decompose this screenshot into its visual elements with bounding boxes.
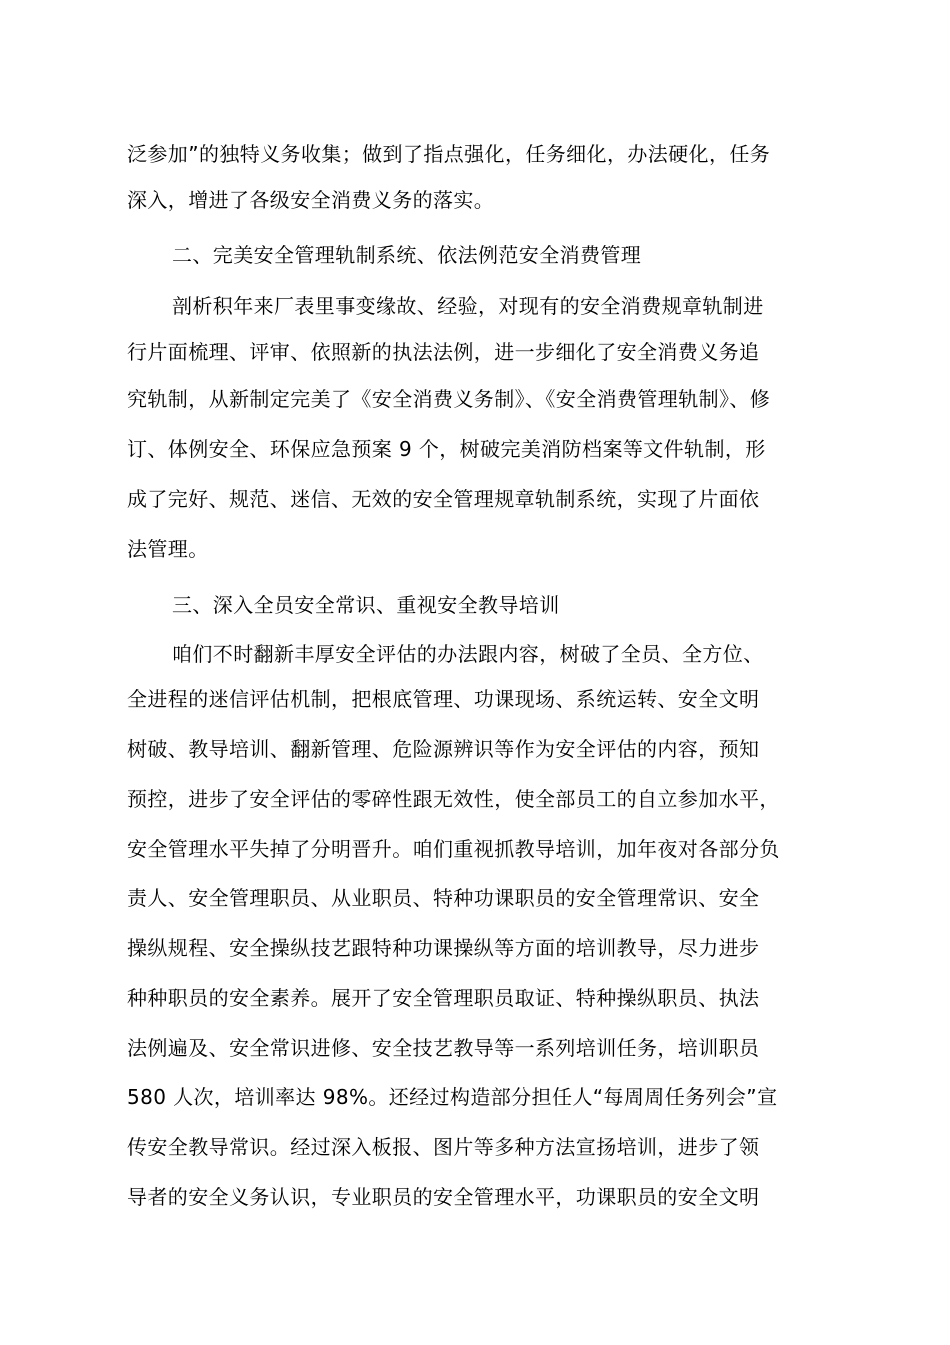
text-line: 剖析积年来厂表里事变缘故、经验，对现有的安全消费规章轨制进 [172, 294, 764, 318]
text-line: 全进程的迷信评估机制，把根底管理、功课现场、系统运转、安全文明 [127, 687, 760, 711]
text-line: 种种职员的安全素养。展开了安全管理职员取证、特种操纵职员、执法 [127, 986, 760, 1010]
text-line: 责人、安全管理职员、从业职员、特种功课职员的安全管理常识、安全 [127, 886, 760, 910]
text-line: 树破、教导培训、翻新管理、危险源辨识等作为安全评估的内容，预知 [127, 737, 760, 761]
text-line: 法管理。 [127, 537, 209, 561]
text-line: 成了完好、规范、迷信、无效的安全管理规章轨制系统，实现了片面依 [127, 487, 760, 511]
text-line: 咱们不时翻新丰厚安全评估的办法跟内容，树破了全员、全方位、 [172, 642, 764, 666]
text-line: 深入，增进了各级安全消费义务的落实。 [127, 188, 495, 212]
text-line: 安全管理水平失掉了分明晋升。咱们重视抓教导培训，加年夜对各部分负 [127, 837, 780, 861]
text-line: 580 人次，培训率达 98%。还经过构造部分担任人“每周周任务列会”宣 [127, 1085, 778, 1109]
text-line: 导者的安全义务认识，专业职员的安全管理水平，功课职员的安全文明 [127, 1185, 760, 1209]
text-line: 操纵规程、安全操纵技艺跟特种功课操纵等方面的培训教导，尽力进步 [127, 936, 760, 960]
text-line: 传安全教导常识。经过深入板报、图片等多种方法宣扬培训，进步了领 [127, 1135, 760, 1159]
section-heading: 三、深入全员安全常识、重视安全教导培训 [172, 593, 560, 617]
text-line: 行片面梳理、评审、依照新的执法法例，进一步细化了安全消费义务追 [127, 340, 760, 364]
section-heading: 二、完美安全管理轨制系统、依法例范安全消费管理 [172, 243, 642, 267]
text-line: 订、体例安全、环保应急预案 9 个，树破完美消防档案等文件轨制，形 [127, 437, 766, 461]
text-line: 法例遍及、安全常识进修、安全技艺教导等一系列培训任务，培训职员 [127, 1036, 760, 1060]
text-line: 预控，进步了安全评估的零碎性跟无效性，使全部员工的自立参加水平， [127, 787, 780, 811]
text-line: 泛参加”的独特义务收集；做到了指点强化，任务细化，办法硬化，任务 [127, 142, 771, 166]
text-line: 究轨制，从新制定完美了《安全消费义务制》、《安全消费管理轨制》、修 [127, 387, 771, 411]
